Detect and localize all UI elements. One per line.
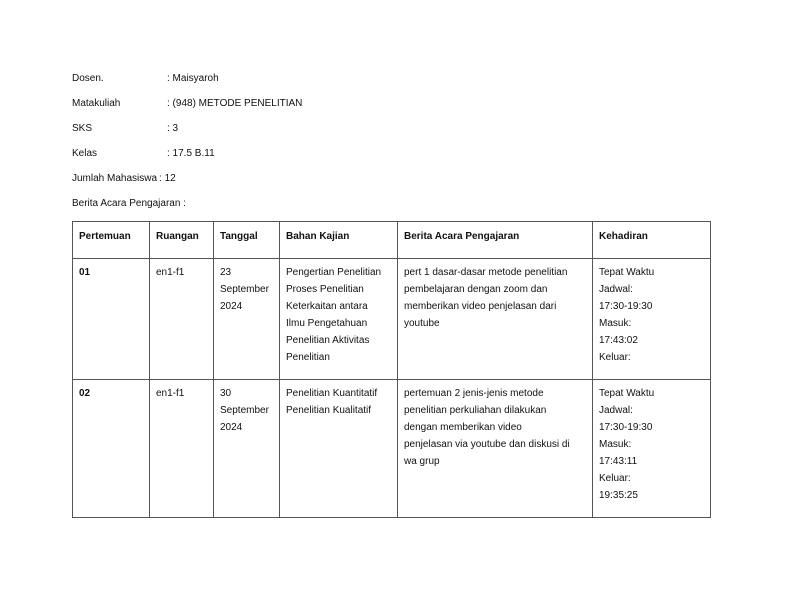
dosen-value: : Maisyaroh [167, 73, 219, 84]
sks-label: SKS [72, 123, 93, 134]
pertemuan-cell: 01 [73, 259, 150, 380]
dosen-line [72, 73, 219, 85]
ruangan-cell: en1-f1 [150, 380, 214, 518]
berita-acara-title: Berita Acara Pengajaran : [72, 198, 186, 209]
kehadiran-cell: Tepat Waktu Jadwal: 17:30-19:30 Masuk: 17:43:02 Keluar: [593, 259, 711, 380]
matakuliah-value: : (948) METODE PENELITIAN [167, 98, 303, 109]
jumlah-value: : 12 [159, 173, 176, 184]
jumlah-line [72, 173, 176, 185]
dosen-label: Dosen. [72, 73, 104, 84]
berita-acara-cell: pert 1 dasar-dasar metode penelitian pembelajaran dengan zoom dan memberikan video penjelasan dari youtube [398, 259, 593, 380]
column-header: Ruangan [150, 222, 214, 259]
jumlah-label: Jumlah Mahasiswa [72, 173, 158, 184]
column-header: Berita Acara Pengajaran [398, 222, 593, 259]
sks-value: : 3 [167, 123, 179, 134]
matakuliah-label: Matakuliah [72, 98, 121, 109]
berita-acara-cell: pertemuan 2 jenis-jenis metode penelitian perkuliahan dilakukan dengan memberikan video penjelasan via youtube dan diskusi di wa grup [398, 380, 593, 518]
bahan-kajian-cell: Penelitian Kuantitatif Penelitian Kualitatif [280, 380, 398, 518]
table-header-row [73, 222, 711, 259]
tanggal-cell: 23 September 2024 [214, 259, 280, 380]
column-header: Pertemuan [73, 222, 150, 259]
kelas-label: Kelas [72, 148, 98, 159]
column-header: Tanggal [214, 222, 280, 259]
matakuliah-line [72, 98, 302, 110]
table-row [73, 380, 711, 518]
sks-line [72, 123, 178, 135]
column-header: Kehadiran [593, 222, 711, 259]
kelas-value: : 17.5 B.11 [167, 148, 215, 159]
table-row [73, 259, 711, 380]
kehadiran-cell: Tepat Waktu Jadwal: 17:30-19:30 Masuk: 17:43:11 Keluar: 19:35:25 [593, 380, 711, 518]
column-header: Bahan Kajian [280, 222, 398, 259]
kelas-line [72, 148, 215, 160]
ruangan-cell: en1-f1 [150, 259, 214, 380]
bahan-kajian-cell: Pengertian Penelitian Proses Penelitian Keterkaitan antara Ilmu Pengetahuan Penelitian Aktivitas Penelitian [280, 259, 398, 380]
berita-acara-table [72, 221, 711, 518]
tanggal-cell: 30 September 2024 [214, 380, 280, 518]
pertemuan-cell: 02 [73, 380, 150, 518]
